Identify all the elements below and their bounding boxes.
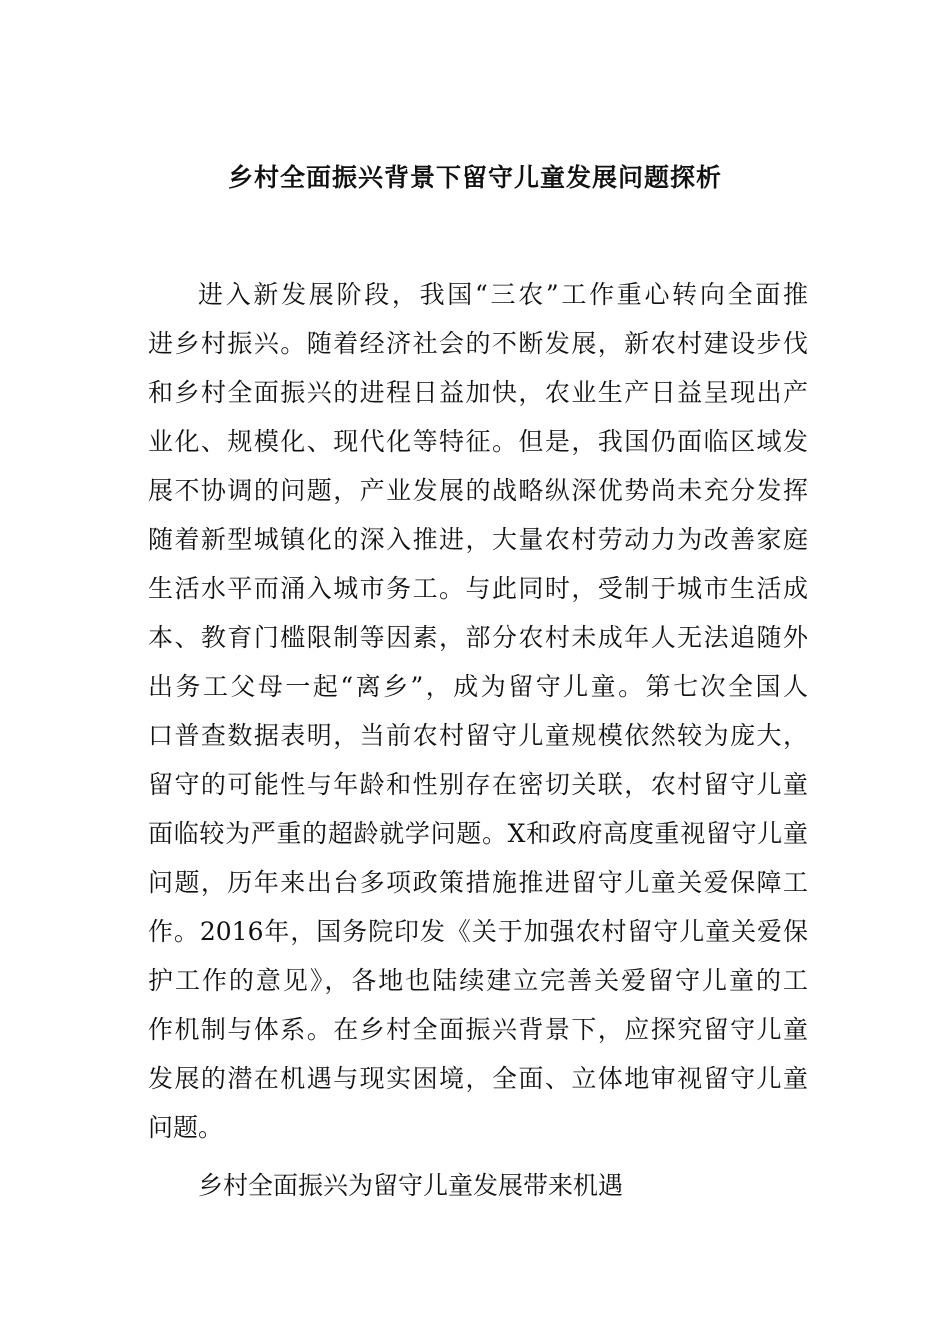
- paragraph-line: 展不协调的问题，产业发展的战略纵深优势尚未充分发挥: [148, 476, 808, 505]
- paragraph-line: 护工作的意见》，各地也陆续建立完善关爱留守儿童的工: [148, 966, 808, 995]
- paragraph-line: 和乡村全面振兴的进程日益加快，农业生产日益呈现出产: [148, 378, 808, 407]
- paragraph-line: 面临较为严重的超龄就学问题。X和政府高度重视留守儿童: [148, 819, 808, 848]
- paragraph-intro: [148, 270, 808, 1152]
- paragraph-line: 出务工父母一起“离乡”，成为留守儿童。第七次全国人: [148, 672, 808, 701]
- paragraph-line: 业化、规模化、现代化等特征。但是，我国仍面临区域发: [148, 427, 808, 456]
- section-heading: 乡村全面振兴为留守儿童发展带来机遇: [198, 1171, 624, 1200]
- paragraph-line: 作机制与体系。在乡村全面振兴背景下，应探究留守儿童: [148, 1015, 808, 1044]
- paragraph-line: 问题。: [148, 1113, 224, 1142]
- paragraph-line: 进入新发展阶段，我国“三农”工作重心转向全面推: [198, 280, 808, 309]
- paragraph-line: 问题，历年来出台多项政策措施推进留守儿童关爱保障工: [148, 868, 808, 897]
- paragraph-line: 作。2016年，国务院印发《关于加强农村留守儿童关爱保: [148, 917, 808, 946]
- paragraph-line: 进乡村振兴。随着经济社会的不断发展，新农村建设步伐: [148, 329, 808, 358]
- paragraph-line: 随着新型城镇化的深入推进，大量农村劳动力为改善家庭: [148, 525, 808, 554]
- paragraph-line: 发展的潜在机遇与现实困境，全面、立体地审视留守儿童: [148, 1064, 808, 1093]
- paragraph-line: 留守的可能性与年龄和性别存在密切关联，农村留守儿童: [148, 770, 808, 799]
- paragraph-line: 本、教育门槛限制等因素，部分农村未成年人无法追随外: [148, 623, 808, 652]
- document-title: 乡村全面振兴背景下留守儿童发展问题探析: [227, 163, 722, 192]
- paragraph-line: 生活水平而涌入城市务工。与此同时，受制于城市生活成: [148, 574, 808, 603]
- paragraph-line: 口普查数据表明，当前农村留守儿童规模依然较为庞大，: [148, 721, 808, 750]
